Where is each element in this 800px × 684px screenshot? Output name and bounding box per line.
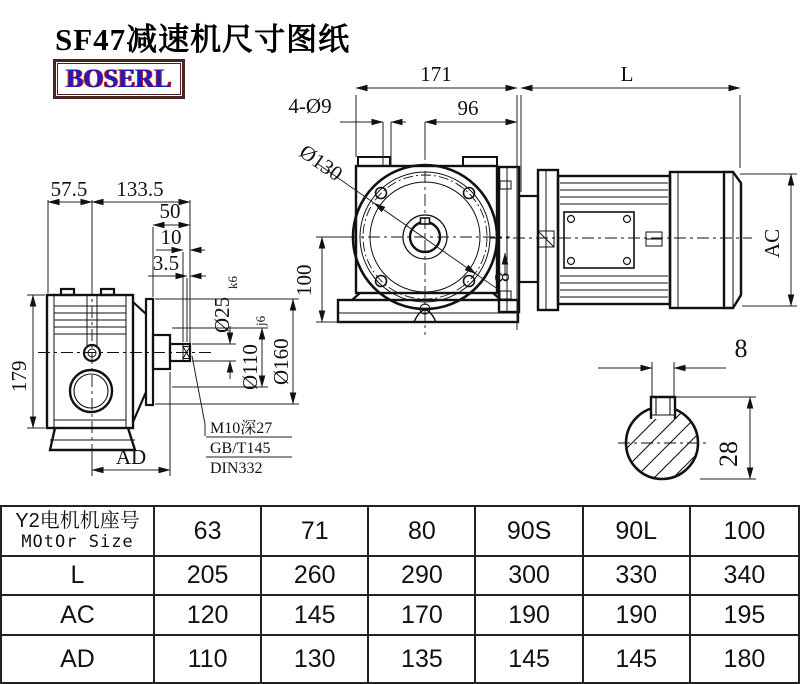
table-header-motor-size bbox=[2, 507, 155, 557]
table-value: 145 bbox=[262, 596, 369, 636]
table-value: 190 bbox=[476, 596, 583, 636]
motor-size-label-en: MOtOr Size bbox=[21, 531, 134, 552]
dim-bolt-holes: 4-Ø9 bbox=[288, 94, 332, 118]
dim-3-5: 3.5 bbox=[152, 251, 180, 275]
dim-shaft-tol: k6 bbox=[225, 276, 240, 289]
dim-57-5: 57.5 bbox=[50, 177, 88, 201]
brand-logo bbox=[53, 59, 185, 99]
col-header: 90L bbox=[584, 507, 691, 557]
row-label-L: L bbox=[2, 557, 155, 596]
row-label-AD: AD bbox=[2, 636, 155, 682]
dim-flange-dia: Ø160 bbox=[269, 338, 293, 385]
dim-key-width: 8 bbox=[734, 334, 748, 363]
table-value: 260 bbox=[262, 557, 369, 596]
col-header: 63 bbox=[155, 507, 262, 557]
row-label-AC: AC bbox=[2, 596, 155, 636]
brand-logo-text: BOSERL bbox=[57, 63, 181, 95]
dim-L: L bbox=[620, 62, 634, 86]
table-value: 120 bbox=[155, 596, 262, 636]
table-value: 195 bbox=[691, 596, 798, 636]
dimension-lines bbox=[27, 88, 797, 479]
dim-key-height: 28 bbox=[714, 441, 743, 467]
table-value: 130 bbox=[262, 636, 369, 682]
dim-171: 171 bbox=[420, 62, 452, 86]
table-value: 205 bbox=[155, 557, 262, 596]
col-header: 100 bbox=[691, 507, 798, 557]
table-value: 340 bbox=[691, 557, 798, 596]
motor-view bbox=[490, 170, 752, 310]
dim-100: 100 bbox=[292, 264, 316, 296]
col-header: 71 bbox=[262, 507, 369, 557]
table-value: 180 bbox=[723, 644, 766, 673]
dimension-table bbox=[0, 505, 800, 684]
dim-key8-front: 8 bbox=[490, 272, 514, 283]
dim-50: 50 bbox=[159, 199, 181, 223]
table-value: 190 bbox=[584, 596, 691, 636]
table-value: 145 bbox=[476, 636, 583, 682]
dim-bolt-circle: Ø130 bbox=[295, 139, 348, 186]
table-value: 300 bbox=[476, 557, 583, 596]
table-value: 145 bbox=[584, 636, 691, 682]
dim-179: 179 bbox=[7, 360, 31, 392]
page-title: SF47减速机尺寸图纸 bbox=[55, 22, 351, 57]
dim-AC: AC bbox=[760, 228, 784, 258]
col-header: 80 bbox=[369, 507, 476, 557]
table-value: 290 bbox=[369, 557, 476, 596]
motor-size-label-cn: Y2电机机座号 bbox=[15, 509, 140, 532]
dim-spigot-dia: Ø110 bbox=[238, 344, 262, 390]
dim-AD: AD bbox=[115, 445, 147, 469]
note-gb: GB/T145 bbox=[210, 440, 271, 457]
table-value: 135 bbox=[369, 636, 476, 682]
side-view bbox=[38, 283, 212, 460]
dim-spigot-tol: j6 bbox=[253, 315, 268, 326]
table-value: 110 bbox=[155, 636, 262, 682]
table-value: 330 bbox=[584, 557, 691, 596]
dim-96: 96 bbox=[457, 96, 479, 120]
table-value: 170 bbox=[369, 596, 476, 636]
dim-shaft-dia: Ø25 bbox=[210, 296, 234, 333]
col-header: 90S bbox=[476, 507, 583, 557]
note-din: DIN332 bbox=[210, 460, 263, 477]
shaft-section bbox=[590, 390, 728, 505]
dim-133-5: 133.5 bbox=[116, 177, 164, 201]
dim-10: 10 bbox=[160, 225, 182, 249]
note-m10: M10深27 bbox=[210, 420, 273, 437]
